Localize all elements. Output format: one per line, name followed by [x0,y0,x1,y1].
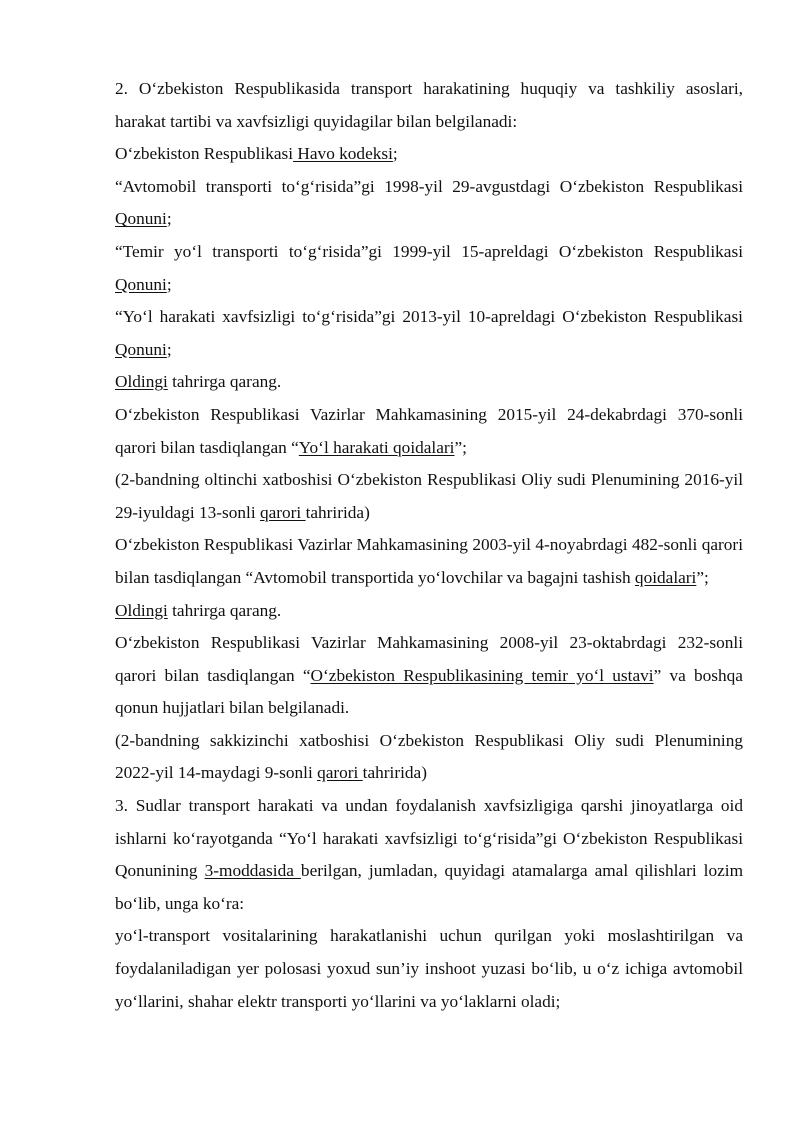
paragraph-text: ; [166,274,172,294]
paragraph-text: (2-bandning oltinchi xatboshisi O‘zbekiston Respublikasi Oliy sudi Plenumining 2016-yil 29-iyuldagi 13-sonli [115,470,743,522]
paragraph [115,920,743,1018]
paragraph-text: (2-bandning sakkizinchi xatboshisi O‘zbekiston Respublikasi Oliy sudi Plenumining 2022-yil 14-maydagi 9-sonli [115,730,743,783]
document-link[interactable]: qoidalari [634,567,697,587]
paragraph-text: ” va boshqa qonun hujjatlari bilan belgilanadi. [115,665,743,718]
document-link[interactable]: qarori [317,763,363,783]
paragraph-text: ”; [454,437,467,457]
paragraph-text: yo‘l-transport vositalarining harakatlanishi uchun qurilgan yoki moslashtirilgan va foydalaniladigan yer polosasi yoxud sun’iy inshoot yuzasi bo‘lib, u o‘z ichiga avtomobil yo‘llarini, shahar elektr transporti yo‘llarini va yo‘laklarni oladi; [115,926,743,1011]
document-link[interactable]: Qonuni [115,339,167,359]
paragraph-text: tahririda) [362,763,427,783]
paragraph [115,627,743,725]
document-link[interactable]: Yo‘l harakati qoidalari [298,437,455,457]
paragraph [115,399,743,464]
paragraph-text: tahrirga qarang. [167,600,282,620]
paragraph-text: ; [166,209,172,229]
document-body [115,73,743,1018]
paragraph [115,73,743,138]
paragraph [115,464,743,529]
paragraph-text: O‘zbekiston Respublikasi Vazirlar Mahkamasining 2008-yil 23-oktabrdagi 232-sonli qarori bilan tasdiqlangan “ [115,633,743,685]
paragraph-text: ”; [696,567,709,587]
document-link[interactable]: Qonuni [115,209,167,229]
document-link[interactable]: Oldingi [115,372,168,392]
paragraph [115,138,743,171]
paragraph-text: berilgan, jumladan, quyidagi atamalarga amal qilishlari lozim bo‘lib, unga ko‘ra: [115,861,744,913]
paragraph-text: tahririda) [305,502,370,522]
document-link[interactable]: Havo kodeksi [293,144,393,164]
paragraph-text: “Avtomobil transporti to‘g‘risida”gi 1998-yil 29-avgustdagi O‘zbekiston Respublikasi [115,176,743,196]
paragraph-text: O‘zbekiston Respublikasi [115,144,294,164]
paragraph-text: 2. O‘zbekiston Respublikasida transport harakatining huquqiy va tashkiliy asoslari, harakat tartibi va xavfsizligi quyidagilar bilan belgilanadi: [115,79,743,131]
paragraph-text: O‘zbekiston Respublikasi Vazirlar Mahkamasining 2003-yil 4-noyabrdagi 482-sonli qarori bilan tasdiqlangan “Avtomobil transportida yo‘lovchilar va bagajni tashish [115,535,743,587]
document-link[interactable]: 3-moddasida [204,861,301,881]
document-link[interactable]: O‘zbekiston Respublikasining temir yo‘l ustavi [310,665,654,685]
paragraph-text: O‘zbekiston Respublikasi Vazirlar Mahkamasining 2015-yil 24-dekabrdagi 370-sonli qarori bilan tasdiqlangan “ [115,404,743,457]
paragraph [115,171,743,236]
document-link[interactable]: Oldingi [115,600,168,620]
paragraph [115,595,743,628]
paragraph [115,366,743,399]
paragraph-text: “Temir yo‘l transporti to‘g‘risida”gi 1999-yil 15-apreldagi O‘zbekiston Respublikasi [115,241,743,261]
paragraph-text: “Yo‘l harakati xavfsizligi to‘g‘risida”gi 2013-yil 10-apreldagi O‘zbekiston Respublikasi [115,307,743,327]
document-link[interactable]: Qonuni [115,274,167,294]
document-link[interactable]: qarori [259,502,306,522]
paragraph-text: tahrirga qarang. [167,372,282,392]
paragraph-text: 3. Sudlar transport harakati va undan foydalanish xavfsizligiga qarshi jinoyatlarga oid ishlarni ko‘rayotganda “Yo‘l harakati xavfsizligi to‘g‘risida”gi O‘zbekiston Respublikasi Qonunining [115,796,743,881]
paragraph-text: ; [166,339,172,359]
paragraph-text: ; [392,144,398,164]
paragraph [115,725,743,790]
paragraph [115,529,743,594]
paragraph [115,236,743,301]
paragraph [115,790,743,920]
paragraph [115,301,743,366]
